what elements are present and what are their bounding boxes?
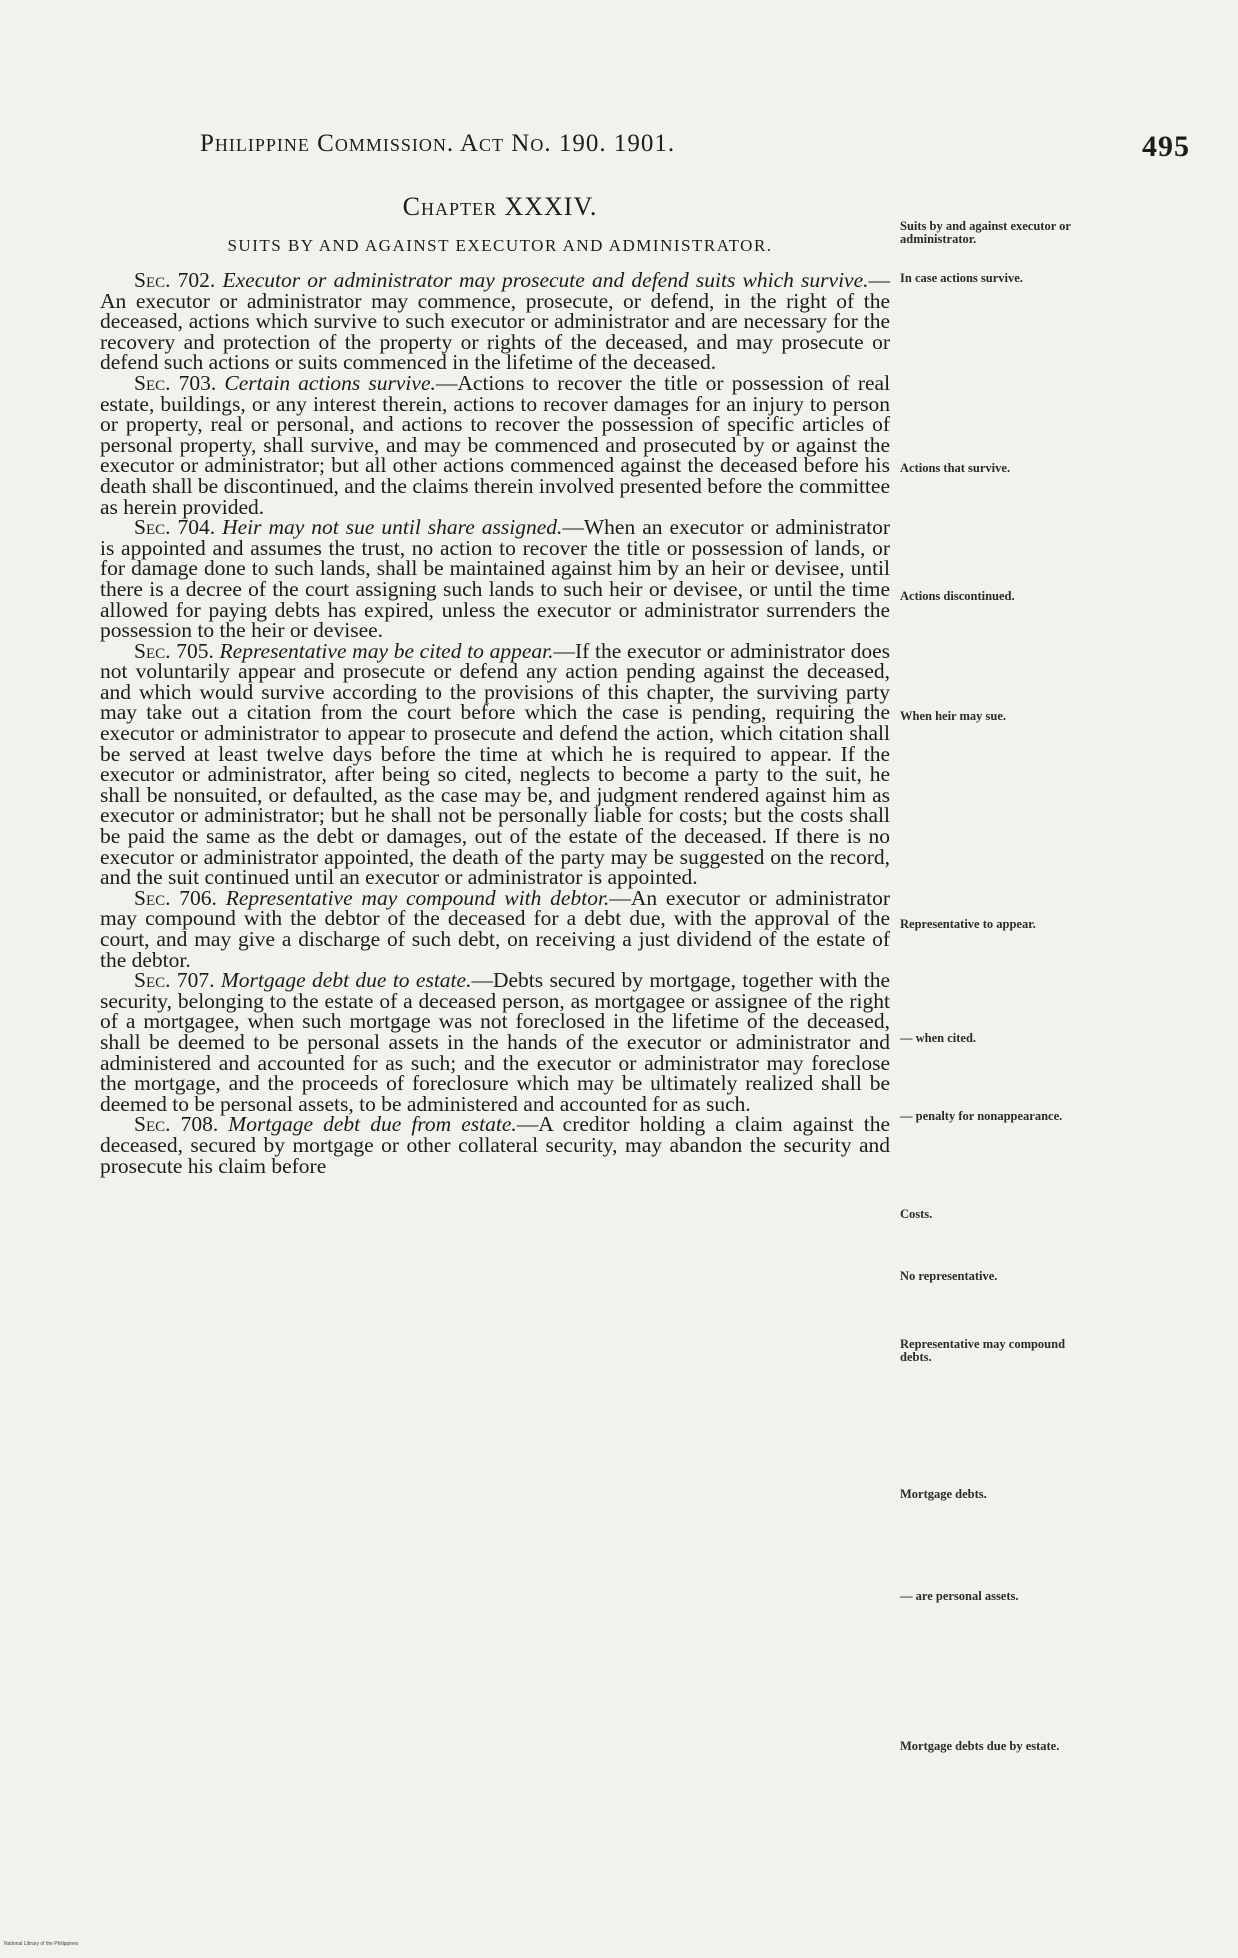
section-text: —When an executor or administrator is appointed and assumes the trust, no action to recover the title or possession of lands, or for damage done to such lands, shall be maintained against him by an heir or devisee, until there is a decree of the court assigning such lands to such heir or devisee, or until the time allowed for paying debts has expired, unless the executor or administrator surrenders the possession to the heir or devisee. [100, 515, 890, 643]
chapter-subtitle: SUITS BY AND AGAINST EXECUTOR AND ADMINISTRATOR. [227, 236, 773, 255]
margin-note: Costs. [900, 1207, 933, 1221]
section-title: Representative may compound with debtor. [225, 885, 610, 910]
margin-note: — are personal assets. [900, 1589, 1019, 1603]
section-title: Mortgage debt due to estate. [220, 968, 472, 993]
header-title: Philippine Commission. Act No. 190. 1901. [200, 130, 676, 157]
section-number: Sec. 704. [134, 515, 216, 540]
section-number: Sec. 703. [134, 370, 217, 395]
section-title: Executor or administrator may prosecute and defend suits which survive. [222, 268, 869, 292]
margin-note: — when cited. [900, 1031, 977, 1045]
margin-note: — penalty for nonappearance. [900, 1109, 1063, 1123]
margin-note: Actions discontinued. [900, 589, 1015, 603]
section-text: —If the executor or administrator does not voluntarily appear and prosecute or defend any action pending against the deceased, and which would survive according to the provisions of this chapter, the surviving party may take out a citation from the court before which the case is pending, requiring the executor or administrator to appear to prosecute and defend the action, which citation shall be served at least twelve days before the time at which he is required to appear. If the executor or administrator, after being so cited, neglects to become a party to the suit, he shall be nonsuited, or defaulted, as the case may be, and judgment rendered against him as executor or administrator; but he shall not be personally liable for costs; but the costs shall be paid the same as the debt or damages, out of the estate of the deceased. If there is no executor or administrator appointed, the death of the party may be suggested on the record, and the suit continued until an executor or administrator is appointed. [100, 638, 891, 890]
section-702 [100, 270, 890, 373]
section-number: Sec. 702. [134, 268, 216, 292]
section-704 [100, 517, 890, 641]
section-title: Mortgage debt due from estate. [228, 1112, 517, 1137]
chapter-title: Chapter XXXIV. [402, 192, 598, 221]
section-number: Sec. 706. [134, 885, 217, 910]
margin-note: Actions that survive. [900, 461, 1011, 475]
section-title: Representative may be cited to appear. [219, 638, 554, 663]
margin-note: Mortgage debts due by estate. [900, 1739, 1060, 1753]
section-708 [100, 1114, 890, 1176]
body-text [100, 270, 890, 1176]
section-text: —A creditor holding a claim against the deceased, secured by mortgage or other collateral security, may abandon the security and prosecute his claim before [100, 1112, 891, 1178]
margin-note: Representative may compound debts. [900, 1337, 1066, 1364]
section-title: Heir may not sue until share assigned. [222, 515, 563, 540]
library-footer: National Library of the Philippines [4, 1941, 79, 1947]
page-number: 495 [1142, 130, 1190, 163]
section-title: Certain actions survive. [224, 370, 436, 395]
section-706 [100, 885, 890, 972]
section-number: Sec. 708. [134, 1112, 219, 1137]
section-number: Sec. 705. [134, 638, 214, 663]
margin-note: When heir may sue. [900, 709, 1007, 723]
section-number: Sec. 707. [134, 968, 215, 993]
margin-note: In case actions survive. [900, 271, 1023, 285]
section-text: —An executor or administrator may commence, prosecute, or defend, in the right of the deceased, actions which survive to such executor or administrator and are necessary for the recovery and protection of the property or rights of the deceased, and may prosecute or defend such actions or suits commenced in the lifetime of the deceased. [100, 268, 891, 375]
section-707 [100, 970, 890, 1114]
section-text: —Debts secured by mortgage, together with the security, belonging to the estate of a deceased person, as mortgagee or assignee of the right of a mortgagee, when such mortgage was not foreclosed in the lifetime of the deceased, shall be deemed to be personal assets in the hands of the executor or administrator and administered and accounted for as such; and the executor or administrator may foreclose the mortgage, and the proceeds of foreclosure which may be ultimately realized shall be deemed to be personal assets, to be administered and accounted for as such. [100, 968, 891, 1116]
section-text: —Actions to recover the title or possession of real estate, buildings, or any interest therein, actions to recover damages for an injury to person or property, real or personal, and actions to recover the possession of specific articles of personal property, shall survive, and may be commenced and prosecuted by or against the executor or administrator; but all other actions commenced against the deceased before his death shall be discontinued, and the claims therein involved presented before the committee as herein provided. [100, 370, 891, 519]
margin-note: No representative. [900, 1269, 998, 1283]
section-705 [100, 638, 891, 890]
section-text: —An executor or administrator may compound with the debtor of the deceased for a debt due, with the approval of the court, and may give a discharge of such debt, on receiving a just dividend of the estate of the debtor. [100, 885, 890, 972]
margin-note: Mortgage debts. [900, 1487, 987, 1501]
margin-note: Representative to appear. [900, 917, 1036, 931]
margin-note: Suits by and against executor or administrator. [900, 219, 1071, 246]
section-703 [100, 370, 891, 519]
